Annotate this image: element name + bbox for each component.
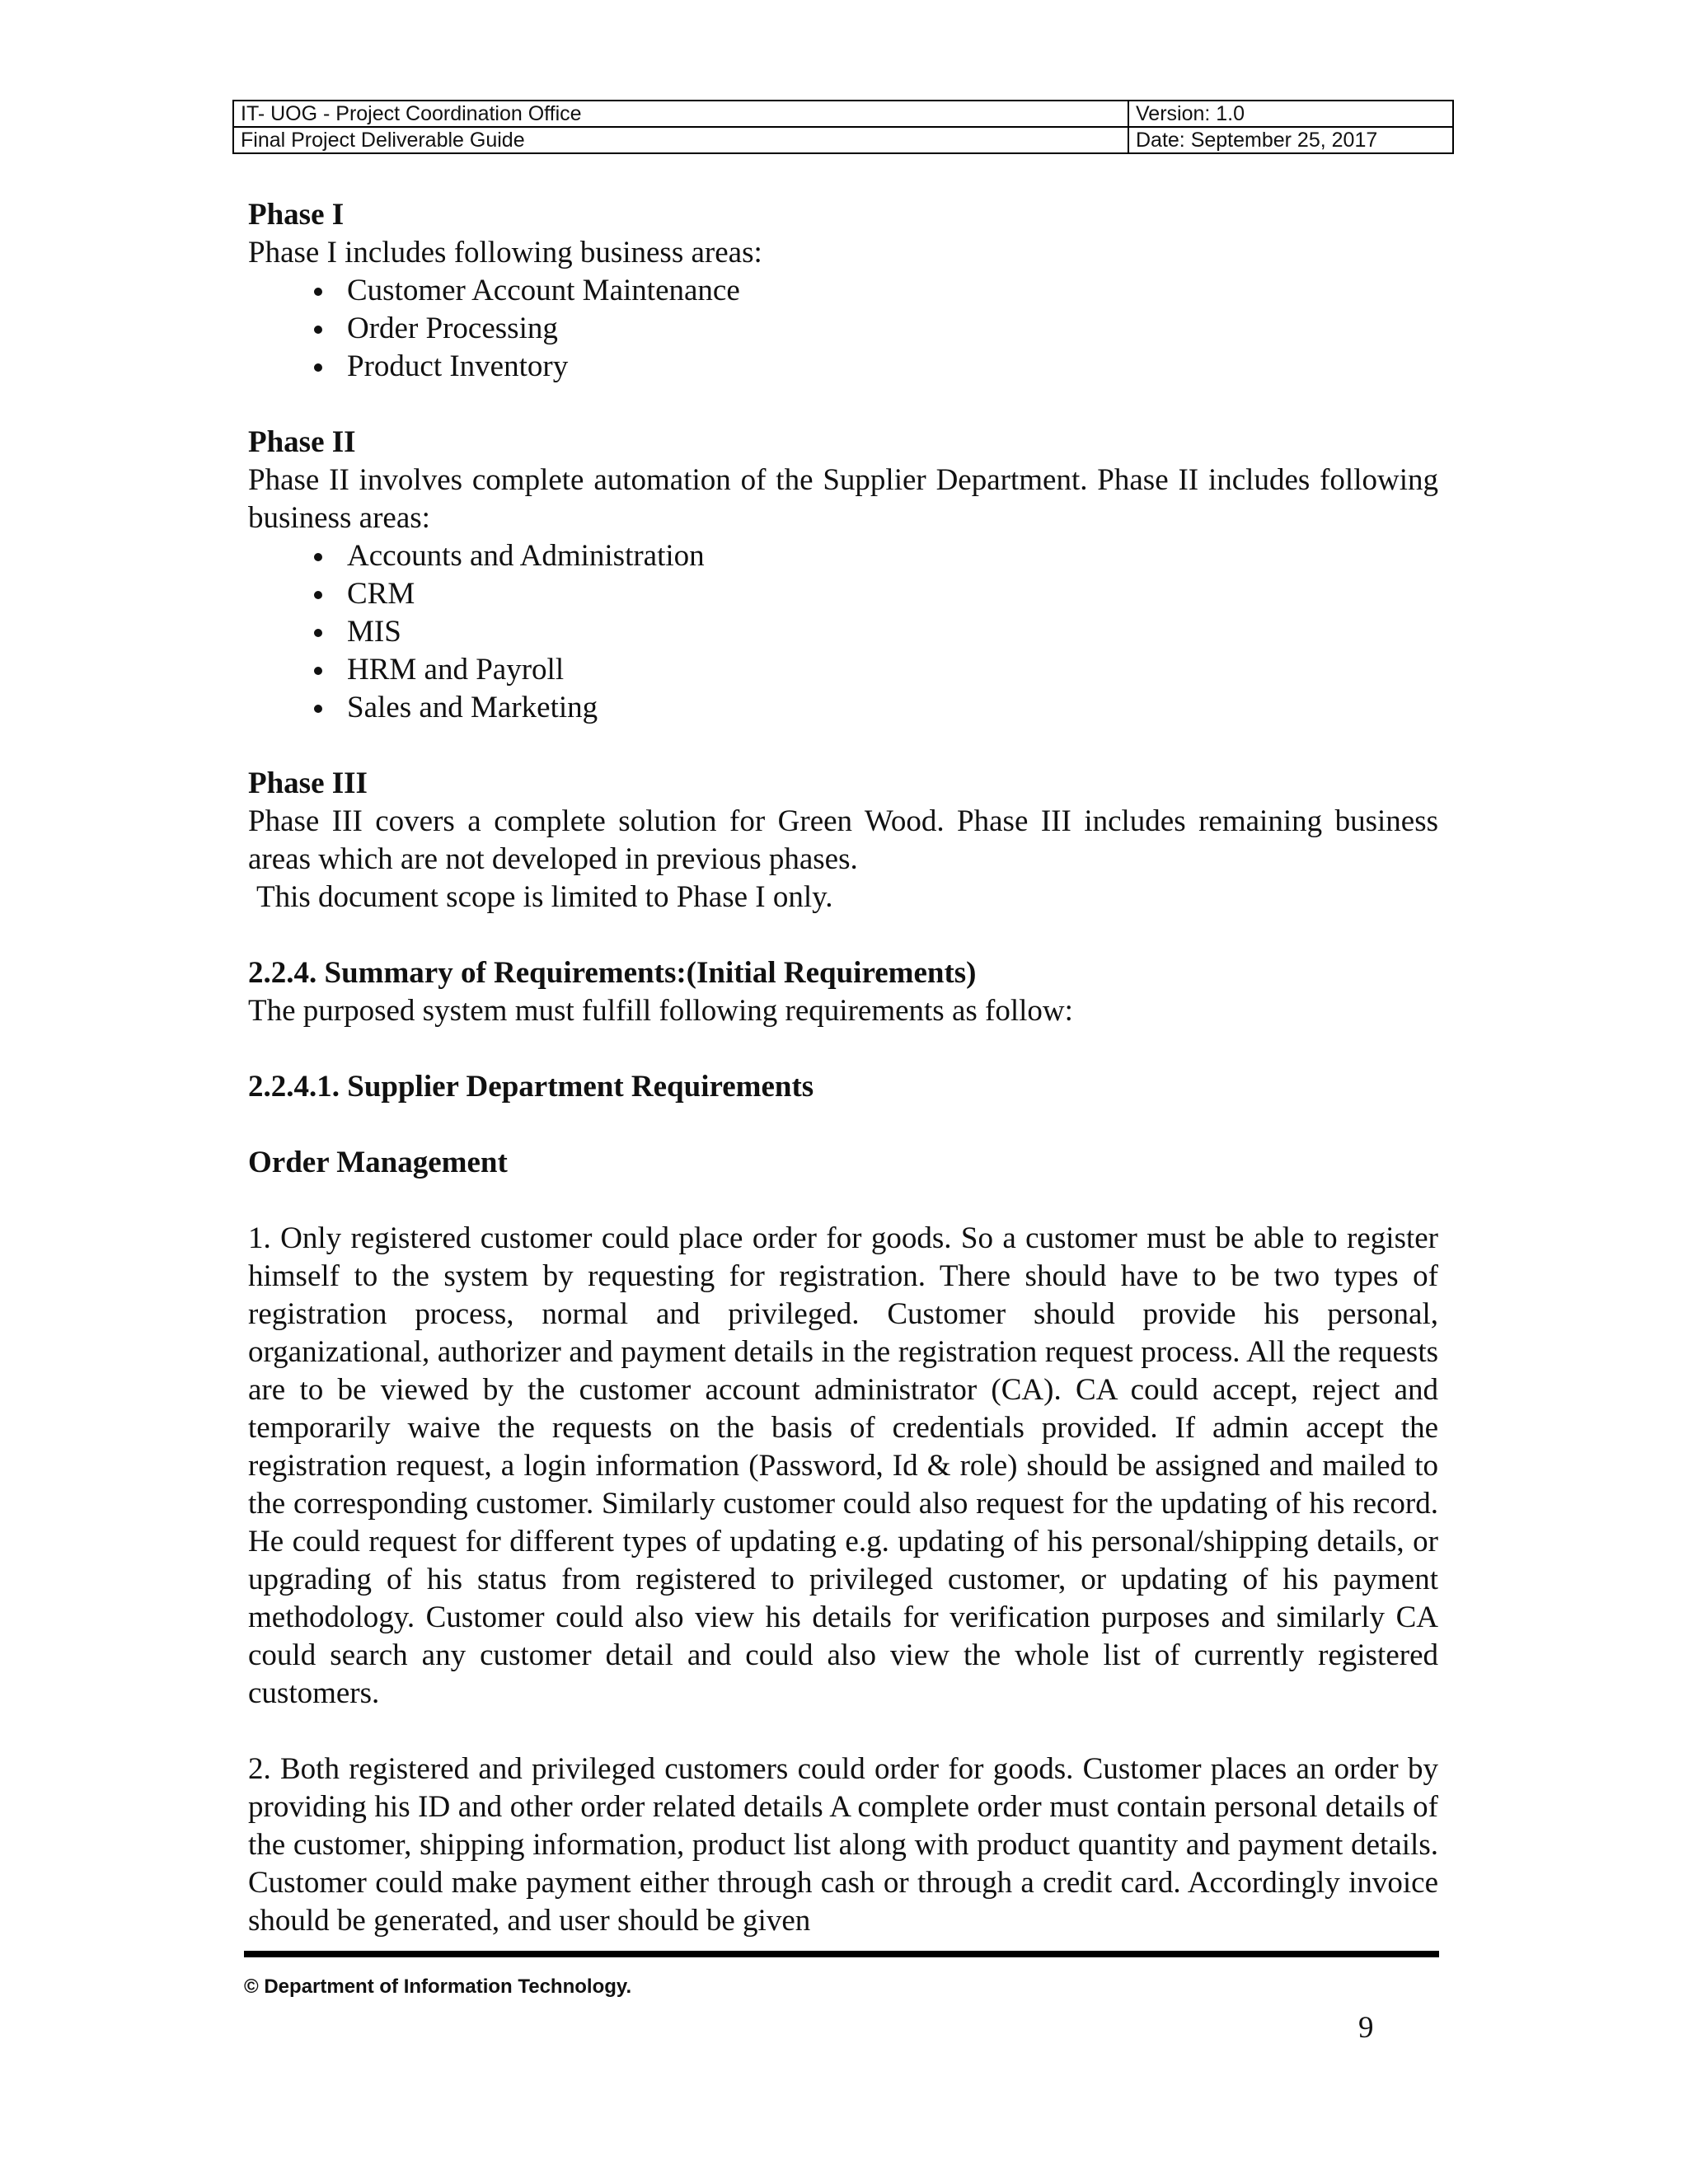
spacer (248, 1030, 1438, 1068)
phase2-heading: Phase II (248, 425, 356, 459)
spacer (248, 1106, 1438, 1144)
list-item (248, 575, 1438, 613)
phase2-intro: Phase II involves complete automation of the Supplier Department. Phase II includes following business areas: (248, 463, 1438, 535)
phase1-list (248, 272, 1438, 386)
header-date: Date: September 25, 2017 (1128, 127, 1453, 153)
header-version: Version: 1.0 (1128, 101, 1453, 127)
spacer (248, 1713, 1438, 1750)
phase1-intro: Phase I includes following business areas: (248, 236, 762, 269)
order-management-heading: Order Management (248, 1146, 508, 1179)
list-item (248, 310, 1438, 348)
footer-divider (244, 1951, 1439, 1957)
footer-copyright: © Department of Information Technology. (244, 1975, 632, 1998)
order-management-paragraph-1: 1. Only registered customer could place order for goods. So a customer must be able to register himself to the system by requesting for registration. There should have to be two types of registration process, normal and privileged. Customer should provide his personal, organizational, authorizer and payment details in the registration request process. All the requests are to be viewed by the customer account administrator (CA). CA could accept, reject and temporarily waive the requests on the basis of credentials provided. If admin accept the registration request, a login information (Password, Id & role) should be assigned and mailed to the corresponding customer. Similarly customer could also request for the updating of his record. He could request for different types of updating e.g. updating of his personal/shipping details, or upgrading of his status from registered to privileged customer, or updating of his payment methodology. Customer could also view his details for verification purposes and similarly CA could search any customer detail and could also view the whole list of currently registered customers. (248, 1221, 1438, 1710)
bullet-icon (314, 326, 322, 334)
list-item-text: Customer Account Maintenance (347, 274, 740, 307)
bullet-icon (314, 288, 322, 296)
list-item (248, 613, 1438, 651)
bullet-icon (314, 667, 322, 675)
spacer (248, 727, 1438, 765)
page-number: 9 (1358, 2011, 1374, 2045)
spacer (248, 916, 1438, 954)
list-item-text: Accounts and Administration (347, 539, 705, 573)
phase2-list (248, 537, 1438, 727)
list-item (248, 689, 1438, 727)
list-item-text: Order Processing (347, 312, 558, 345)
bullet-icon (314, 363, 322, 372)
phase3-intro: Phase III covers a complete solution for Green Wood. Phase III includes remaining business areas which are not developed in previous phases. (248, 804, 1438, 876)
bullet-icon (314, 629, 322, 637)
list-item-text: Product Inventory (347, 349, 569, 383)
phase3-scope: This document scope is limited to Phase I only. (256, 880, 833, 914)
bullet-icon (314, 705, 322, 713)
page-header-table (232, 100, 1454, 154)
bullet-icon (314, 591, 322, 599)
phase3-heading: Phase III (248, 766, 368, 800)
phase1-heading: Phase I (248, 198, 345, 232)
header-row-1 (233, 101, 1453, 127)
document-body (248, 196, 1438, 1940)
supplier-heading: 2.2.4.1. Supplier Department Requirements (248, 1070, 814, 1104)
summary-intro: The purposed system must fulfill following requirements as follow: (248, 994, 1073, 1028)
bullet-icon (314, 553, 322, 561)
header-guide: Final Project Deliverable Guide (233, 127, 1128, 153)
list-item (248, 537, 1438, 575)
list-item-text: HRM and Payroll (347, 653, 565, 687)
list-item-text: MIS (347, 615, 401, 649)
order-management-paragraph-2: 2. Both registered and privileged customers could order for goods. Customer places an order by providing his ID and other order related details A complete order must contain personal details of the customer, shipping information, product list along with product quantity and payment details. Customer could make payment either through cash or through a credit card. Accordingly invoice should be generated, and user should be given (248, 1752, 1438, 1938)
list-item-text: CRM (347, 577, 415, 611)
list-item-text: Sales and Marketing (347, 691, 598, 724)
header-row-2 (233, 127, 1453, 153)
spacer (248, 1182, 1438, 1220)
summary-heading: 2.2.4. Summary of Requirements:(Initial Requirements) (248, 956, 977, 990)
spacer (248, 386, 1438, 424)
list-item (248, 272, 1438, 310)
header-office: IT- UOG - Project Coordination Office (233, 101, 1128, 127)
list-item (248, 348, 1438, 386)
list-item (248, 651, 1438, 689)
